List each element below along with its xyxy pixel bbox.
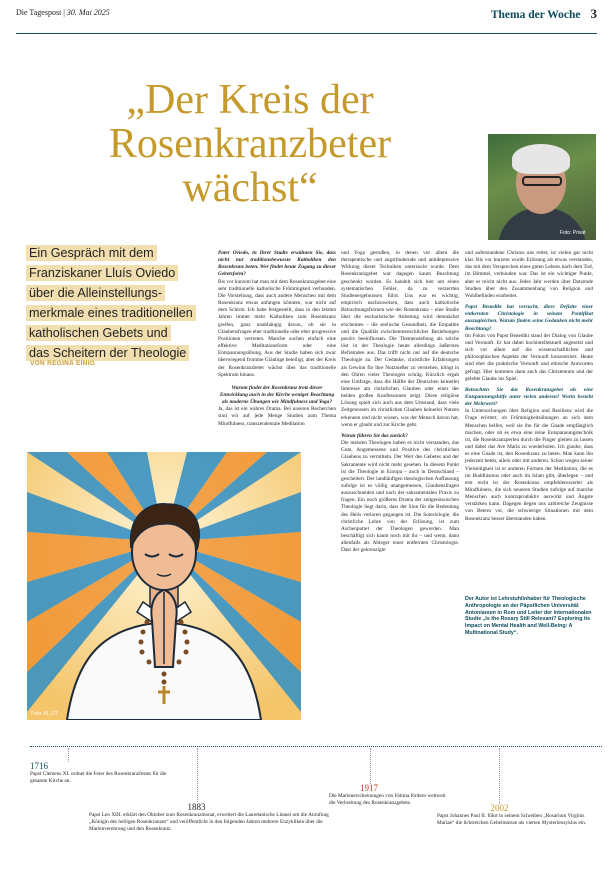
timeline-axis bbox=[30, 746, 602, 747]
masthead: Die Tagespost | 30. Mai 2025 bbox=[16, 8, 110, 17]
illustration-svg bbox=[27, 452, 301, 720]
issue-date: 30. Mai 2025 bbox=[66, 8, 110, 17]
timeline-entry bbox=[30, 761, 180, 785]
timeline-year: 2002 bbox=[490, 803, 509, 813]
intro-line: das Scheitern der Theologie bbox=[26, 345, 189, 361]
headline-line-3: wächst“ bbox=[182, 165, 318, 211]
headline bbox=[30, 78, 470, 210]
interview-question: Warum findet der Rosenkranz trotz dieser Entwicklung auch in der Kirche weniger Beachtung als moderne Übungen wie Mindfulness und Yoga? bbox=[219, 384, 335, 406]
interview-question: Betrachten Sie das Rosenkranzgebet als eine Entspannungshilfe unter vielen anderen? Worin besteht der Mehrwert? bbox=[465, 386, 593, 408]
section-title: Thema der Woche bbox=[490, 9, 581, 21]
author-byline: VON REGINA EINIG bbox=[30, 360, 96, 367]
section-header bbox=[491, 6, 597, 22]
interview-answer: Im Fokus von Papst Benedikt stand der Dialog von Glaube und Vernunft. Er hat dabei hochintellektuell angesetzt und sich vor allem auf die wissenschaftlichen und philosophischen Aspekte der Vernunft konzentriert. Heute sind eher die praktische Vernunft und ethische Antworten gefragt. Hier kommen dann auch das Christentum und der gelebte Glaube ins Spiel. bbox=[465, 332, 593, 382]
intro-line: Ein Gespräch mit dem bbox=[26, 245, 157, 261]
timeline-tick bbox=[68, 748, 69, 762]
article-column-2 bbox=[341, 250, 459, 555]
author-bio: Der Autor ist Lehrstuhlinhaber für Theologische Anthropologie an der Päpstlichen Universität Antonianum in Rom und Leiter der internationalen Studie „Is the Rosary Still Relevant? Exploring its Impact on Mental Health and Well-Being: A Multinational Study“. bbox=[465, 596, 592, 636]
timeline-entry bbox=[329, 783, 449, 807]
interview-answer: Bis vor kurzem hat man mit dem Rosenkranzgebet eine sehr traditionelle katholische Frömmigkeit verbunden. Die Vorstellung, dass auch andere Menschen mit dem Rosenkranz etwas anfangen könnten, war nicht auf dem Schirm. Ich habe festgestellt, dass in den letzten Jahren immer mehr Katholiken zum Rosenkranz greifen, ganz unabhängig davon, ob sie in Glaubensfragen eher traditionelle oder eher progressive Positionen vertreten. Manche suchen einfach eine effektive Meditationsform oder eine Entspannungsübung. Aus der Studie haben sich zwar überwiegend fromme Gläubige beteiligt, aber der Kreis der Rosenkranzbeter wächst über das traditionelle Spektrum hinaus. bbox=[218, 278, 336, 378]
article-column-3 bbox=[465, 250, 593, 523]
timeline-text: Die Marienerscheinungen von Fátima fördern weltweit die Verbreitung des Rosenkranzgebets. bbox=[329, 793, 446, 806]
interview-answer: In Untersuchungen über Religion und Resilienz wird die Frage erörtert, ob Frömmigkeitsübungen an sich dem Menschen helfen, weil sie ihn für die Gnade empfänglich machen, oder ob es etwa eine reine Entspannungstechnik ist, die Rosenkranzperlen durch die Finger gleiten zu lassen und dabei das Ave Maria zu wiederholen. Ich glaube, dass es eine Gnade ist, den Rosenkranz zu beten. Man kann ihn jederzeit beten, allein oder mit anderen. Schon wegen seiner Vielseitigkeit ist er anderen Formen der Meditation, die es im Buddhismus oder auch im Islam gibt, überlegen – und erst recht ist der Rosenkranz empfehlenswerter als Mindfulness, die sich neueren Studien zufolge auf manche Menschen auch kontraproduktiv auswirkt und Ängste verstärken kann. Dagegen liegen uns zahlreiche Zeugnisse von Betern vor, die schwierige Situationen mit dem Rosenkranz besser überstanden haben. bbox=[465, 408, 593, 522]
timeline-text: Papst Clemens XI. ordnet die Feier des Rosenkranzfestes für die gesamte Kirche an. bbox=[30, 771, 167, 784]
intro-line: über die Alleinstellungs- bbox=[26, 285, 165, 301]
intro-line: merkmale eines traditionellen bbox=[26, 305, 196, 321]
headline-line-1: „Der Kreis der bbox=[126, 77, 374, 123]
intro-line: Franziskaner Lluís Oviedo bbox=[26, 265, 178, 281]
interview-question: Papst Benedikt hat versucht, diese Defizite einer entkernten Christologie in seinem Pontifikat auszugleichen. Warum finden seine Gedanken nicht mehr Beachtung? bbox=[465, 304, 593, 332]
timeline-text: Papst Leo XIII. erklärt den Oktober zum Rosenkranzmonat, erweitert die Lauretanische Litanei um die Anrufung „Königin des heiligen Rosenkranzes“ und veröffentlicht in den folgenden Jahren mehrere Enzykliken über die Marienverehrung und den Rosenkranz. bbox=[89, 812, 329, 832]
interview-answer: Die meisten Theologen haben es nicht verstanden, das Gute, Angemessene und Positive des christlichen Glaubens zu vermitteln. Der Wert des Gebetes und der Sakramente wird nicht mehr gesehen. In diesem Punkt ist die Theologie in Europa – auch in Deutschland – gescheitert. Der landläufigen theologischen Auffassung zufolge ist es völlig unangemessen, Glaubensfragen auszuschneiden und nach der sakramentalen Praxis zu fragen. Ein noch größeres Drama der zeitgenössischen Theologie liegt darin, dass der Sinn für die Bedeutung des Heils verloren gegangen ist. Die Soteriologie, die christliche Lehre von der Erlösung, ist zum Aschenputtel der Theologen geworden. Man beschäftigt sich kaum noch mit ihr – und wenn, dann allenfalls als Ableger einer entfernten Christologie. Dass der gekreuzigte bbox=[341, 440, 459, 554]
article-column-1 bbox=[218, 250, 336, 428]
timeline-year: 1716 bbox=[30, 761, 48, 771]
header-rule bbox=[16, 33, 597, 34]
publication-name: Die Tagespost bbox=[16, 8, 62, 17]
timeline-year: 1917 bbox=[360, 783, 378, 793]
photo-credit: Foto: Privat bbox=[560, 230, 586, 236]
portrait-photo bbox=[488, 134, 596, 240]
timeline-tick bbox=[499, 748, 500, 804]
headline-line-2: Rosenkranzbeter bbox=[108, 121, 392, 167]
page-number: 3 bbox=[590, 6, 597, 21]
intro-teaser bbox=[26, 243, 206, 363]
interview-question: Woran führen Sie das zurück? bbox=[341, 432, 408, 439]
illustration-credit: Foto: KI, DT bbox=[31, 711, 58, 717]
timeline-entry bbox=[89, 802, 339, 832]
interview-answer: Ja, das ist ein wahres Drama. Bei unseren Recherchen sind wir auf jede Menge Studien zum Thema Mindfulness, transzendentale Meditation bbox=[218, 406, 336, 427]
intro-line: katholischen Gebets und bbox=[26, 325, 171, 341]
interview-answer: und auferstandene Christus uns rettet, ist vielen gar nicht klar. Bis vor kurzem wurde Erlösung als etwas verstanden, das mit dem Versprechen eines guten Lebens nach dem Tod, im Himmel, verbunden war. Das ist ein wichtiger Punkt, aber er reicht nicht aus. Jedes Jahr werden über Dutzende Studien über den Zusammenhang von Religion und Wohlbefinden erarbeitet. bbox=[465, 250, 593, 299]
timeline-tick bbox=[197, 748, 198, 802]
timeline-text: Papst Johannes Paul II. führt in seinem Schreiben „Rosarium Virginis Mariae“ die lichtreichen Geheimnisse als vierten Mysterienzyklus ein. bbox=[437, 813, 587, 826]
timeline-tick bbox=[370, 748, 371, 784]
interview-answer: und Yoga gestoßen, in denen vor allem die therapeutische und angstlindernde und antidepressive Wirkung dieser Techniken untersucht wurde. Dem Rosenkranzgebet war dagegen kaum Beachtung geschenkt worden. Es handelt sich hier um einen systematischen Fehler, da zu verzerrten Studienergebnissen führt. Uns war es wichtig, empirisch nachzuweisen, dass auch katholische Betrachtungsformen wie der Rosenkranz – eine Studie über die eucharistische Anbetung wird demnächst erscheinen – die seelische Gesundheit, die Empathie und die Qualität zwischenmenschlicher Beziehungen positiv beeinflussen. Die Themenstellung als solche löst in der Theologie heute allerdings äußerstes Befremden aus. Das trifft nicht nur auf die deutsche Theologie zu. Der Gedanke, christliche Erfahrungen als Gewinn für ihre Nutznießer zu verstehen, klingt in den Ohren vieler Theologen schräg. Kürzlich ergab eine Umfrage, dass die Hälfte der Deutschen keinerlei Interesse am christlichen Glauben oder einer der beiden großen Konfessionen zeigt. Diese religiöse Lösung spielt sich auch aus dem Umstand, dass viele Zeitgenossen im christlichen Glauben keinerlei Nutzen erkennen und nicht wissen, was der Mensch davon hat, wenn er glaubt und zur Kirche geht. bbox=[341, 250, 459, 428]
interview-question: Pater Oviedo, in Ihrer Studie erwähnen Sie, dass nicht nur traditionsbewusste Katholiken den Rosenkranz beten. Wer findet heute Zugang zu dieser Gebetsform? bbox=[218, 250, 336, 278]
timeline-entry bbox=[437, 803, 587, 827]
praying-man-illustration bbox=[27, 452, 301, 720]
timeline-year: 1883 bbox=[187, 802, 206, 812]
